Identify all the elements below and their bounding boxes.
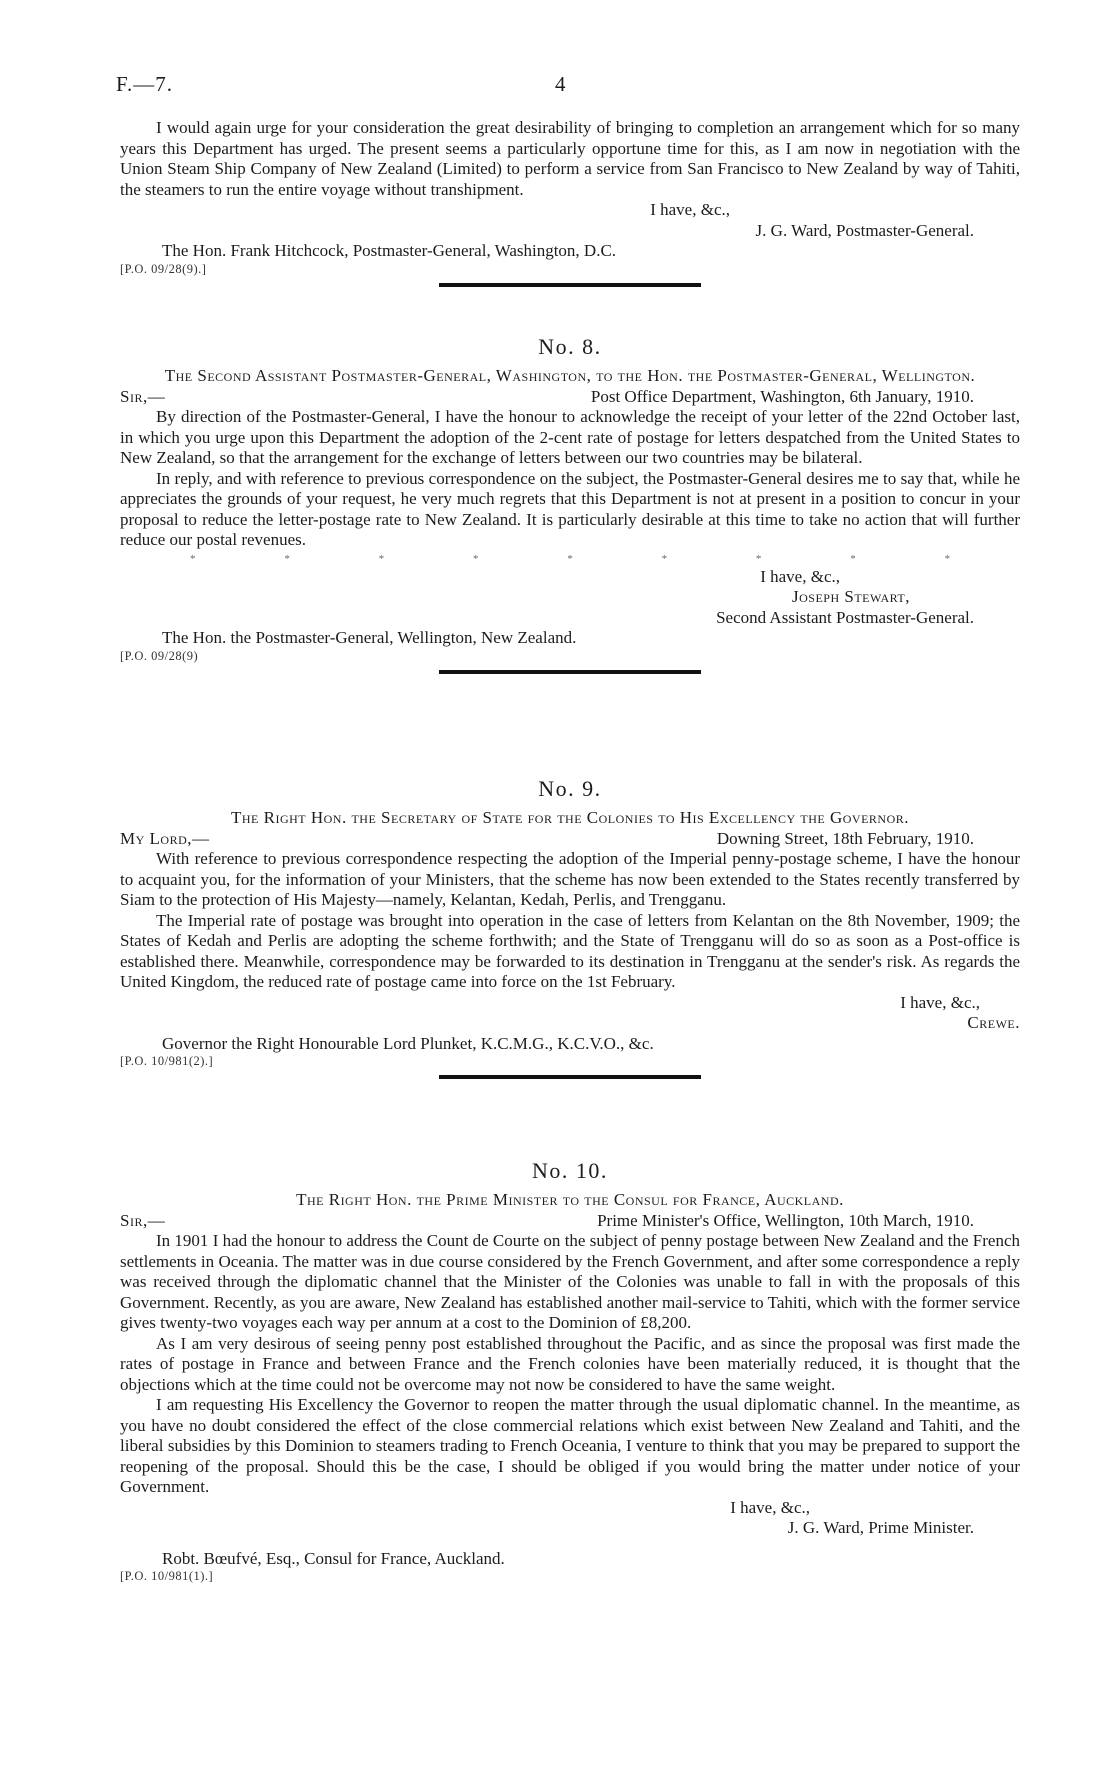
letter-9-file-reference: [P.O. 10/981(2).] (120, 1054, 214, 1068)
asterisk: * (284, 552, 290, 565)
letter-8-salutation: Sir,— (120, 386, 166, 406)
letter-9-place-date: Downing Street, 18th February, 1910. (716, 828, 974, 848)
letter-9-signatory: Crewe. (967, 1013, 1020, 1032)
intro-closing: I have, &c., (650, 200, 730, 219)
letter-8-signatory: Joseph Stewart, (791, 587, 910, 606)
letter-8-paragraph-1: By direction of the Postmaster-General, I have the honour to acknowledge the receipt of your letter of the 22nd October last, in which you urge upon this Department the adoption of the 2-cent rate of postage for letters despatched from the United States to New Zealand, so that the arrangement for the exchange of letters between our two countries may be bilateral. (120, 407, 1020, 467)
letter-9-paragraph-1: With reference to previous correspondence respecting the adoption of the Imperial penny-postage scheme, I have the honour to acquaint you, for the information of your Ministers, that the scheme has now been extended to the States recently transferred by Siam to the protection of His Majesty—namely, Kelantan, Kedah, Perlis, and Trengganu. (120, 849, 1020, 909)
section-divider (439, 283, 701, 287)
asterisk: * (944, 552, 950, 565)
letter-8-file-reference: [P.O. 09/28(9) (120, 648, 199, 663)
letter-9-salutation-line (120, 829, 1020, 850)
letter-9-paragraph-2: The Imperial rate of postage was brought into operation in the case of letters from Kelantan on the 8th November, 1909; the States of Kedah and Perlis are adopting the scheme forthwith; and the State of Trengganu will do so as soon as a Post-office is established there. Meanwhile, correspondence may be forwarded to its destination in Trengganu at the sender's risk. As regards the United Kingdom, the reduced rate of postage came into force on the 1st February. (120, 910, 1020, 991)
letter-8-salutation-line (120, 387, 1020, 408)
intro-section (120, 118, 1020, 287)
letter-10-file-reference: [P.O. 10/981(1).] (120, 1569, 214, 1583)
document-reference: F.—7. (116, 72, 173, 96)
letter-8-closing: I have, &c., (760, 566, 840, 586)
section-divider (439, 1075, 701, 1079)
letter-9-recipient: Governor the Right Honourable Lord Plunket, K.C.M.G., K.C.V.O., &c. (162, 1033, 654, 1053)
asterisk: * (567, 552, 573, 565)
asterisk: * (378, 552, 385, 565)
letter-8-place-date: Post Office Department, Washington, 6th January, 1910. (590, 386, 974, 406)
letter-9 (120, 758, 1020, 1079)
ellipsis-asterisks (120, 551, 1020, 567)
letter-9-number: No. 9. (538, 776, 602, 801)
letter-10-heading: The Right Hon. the Prime Minister to the Consul for France, Auckland. (296, 1190, 844, 1209)
letter-8-heading: The Second Assistant Postmaster-General, Washington, to the Hon. the Postmaster-General, Wellington. (164, 366, 976, 385)
letter-10-paragraph-2: As I am very desirous of seeing penny post established throughout the Pacific, and as since the proposal was first made the rates of postage in France and between France and the French colonies have been materially reduced, it is thought that the objections which at the time could not be overcome may not now be considered to have the same weight. (120, 1333, 1020, 1394)
letter-10-paragraph-1: In 1901 I had the honour to address the Count de Courte on the subject of penny postage between New Zealand and the French settlements in Oceania. The matter was in due course considered by the French Government, and after some correspondence a reply was received through the diplomatic channel that the Minister of the Colonies was unable to fall in with the proposals of this Government. Recently, as you are aware, New Zealand has established another mail-service to Tahiti, which with the former service gives twenty-two voyages each way per annum at a cost to the Dominion of £8,200. (120, 1231, 1020, 1332)
intro-paragraph: I would again urge for your consideration the great desirability of bringing to completion an arrangement which for so many years this Department has urged. The present seems a particularly opportune time for this, as I am now in negotiation with the Union Steam Ship Company of New Zealand (Limited) to perform a service from San Francisco to New Zealand by way of Tahiti, the steamers to run the entire voyage without transhipment. (120, 118, 1020, 199)
letter-8-signatory-title: Second Assistant Postmaster-General. (716, 607, 974, 627)
letter-10-number: No. 10. (532, 1158, 608, 1183)
section-divider (439, 670, 701, 674)
letter-10-salutation: Sir,— (120, 1210, 166, 1230)
letter-10-signatory: J. G. Ward, Prime Minister. (787, 1518, 974, 1537)
letter-8-recipient: The Hon. the Postmaster-General, Wellington, New Zealand. (162, 628, 577, 647)
page-number: 4 (555, 72, 567, 96)
intro-recipient: The Hon. Frank Hitchcock, Postmaster-General, Washington, D.C. (162, 241, 617, 260)
letter-9-salutation: My Lord,— (120, 828, 210, 848)
asterisk: * (755, 552, 762, 565)
letter-9-closing: I have, &c., (900, 992, 980, 1012)
letter-10-paragraph-3: I am requesting His Excellency the Governor to reopen the matter through the usual diplomatic channel. In the meantime, as you have no doubt considered the effect of the close commercial relations which exist between New Zealand and Tahiti, and the liberal subsidies by this Dominion to steamers trading to French Oceania, I venture to think that you may be prepared to support the reopening of the proposal. Should this be the case, I should be obliged if you would bring the matter under notice of your Government. (120, 1395, 1020, 1496)
letter-10-salutation-line (120, 1211, 1020, 1232)
letter-10-closing: I have, &c., (730, 1497, 810, 1517)
letter-8 (120, 316, 1020, 674)
intro-signatory: J. G. Ward, Postmaster-General. (755, 220, 974, 240)
asterisk: * (850, 552, 856, 565)
letter-8-number: No. 8. (538, 334, 602, 359)
letter-10-recipient: Robt. Bœufvé, Esq., Consul for France, Auckland. (162, 1548, 505, 1568)
asterisk: * (472, 552, 479, 565)
letter-10-place-date: Prime Minister's Office, Wellington, 10th March, 1910. (597, 1210, 974, 1230)
intro-file-reference: [P.O. 09/28(9).] (120, 261, 207, 276)
asterisk: * (190, 552, 196, 565)
letter-8-paragraph-2: In reply, and with reference to previous correspondence on the subject, the Postmaster-General desires me to say that, while he appreciates the grounds of your request, he very much regrets that this Department is not at present in a position to concur in your proposal to reduce the letter-postage rate to New Zealand. It is particularly desirable at this time to take no action that will further reduce our postal revenues. (120, 468, 1020, 549)
asterisk: * (661, 552, 668, 565)
letter-10 (120, 1140, 1020, 1584)
letter-9-heading: The Right Hon. the Secretary of State for the Colonies to His Excellency the Governor. (230, 808, 910, 827)
